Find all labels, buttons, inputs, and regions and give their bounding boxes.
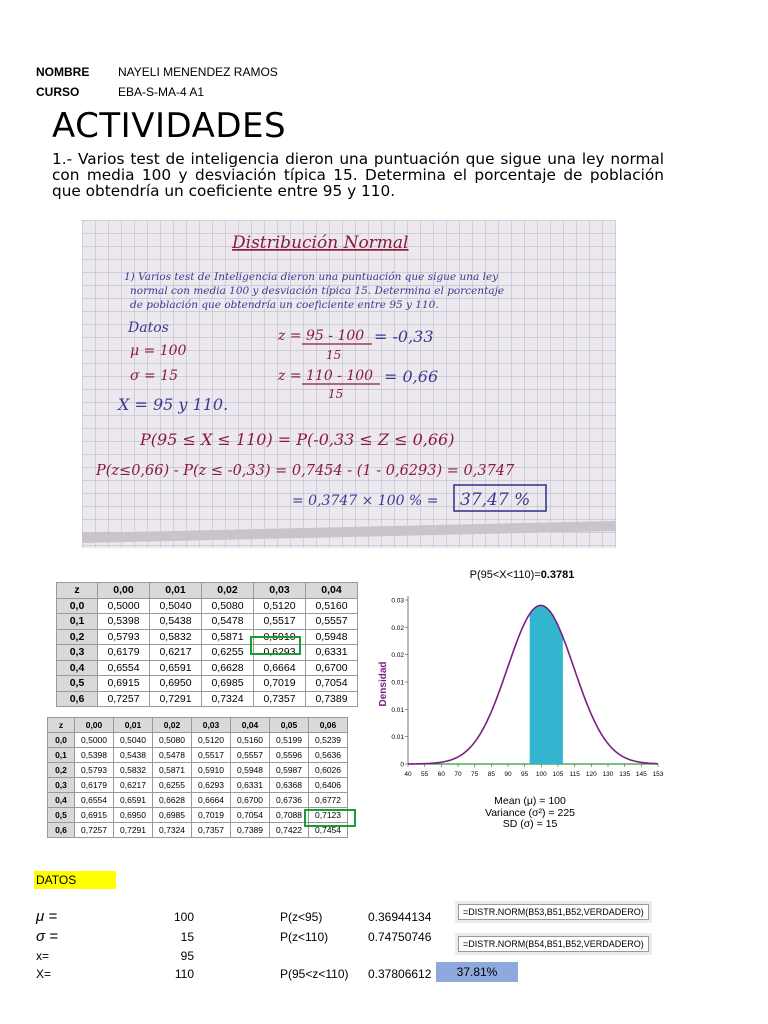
- notebook-answer: 37,47 %: [460, 490, 531, 510]
- notebook-datos: Datos: [128, 320, 169, 336]
- notebook-statement-3: de población que obtendría un coeficiente entre 95 y 110.: [130, 299, 439, 311]
- z-table-2-cell: 0,5160: [231, 733, 270, 748]
- z-table-2-cell: 0,5871: [153, 763, 192, 778]
- course-value: EBA-S-MA-4 A1: [118, 85, 205, 99]
- notebook-sigma: σ = 15: [130, 368, 179, 384]
- z-table-2-cell: 0,6950: [114, 808, 153, 823]
- z-table-1-header-cell: 0,00: [98, 583, 150, 599]
- z-table-1-cell: 0,5948: [306, 629, 358, 645]
- x-tick-label: 90: [504, 771, 512, 778]
- x-tick-label: 120: [585, 771, 597, 778]
- z-table-2-cell: 0,1: [48, 748, 75, 763]
- z-table-2-cell: 0,6736: [270, 793, 309, 808]
- z-table-2-cell: 0,6217: [114, 778, 153, 793]
- z-table-1-row: [57, 691, 358, 707]
- sigma-symbol: σ =: [36, 928, 58, 945]
- z-table-1-row: [57, 629, 358, 645]
- z-table-2-cell: 0,5040: [114, 733, 153, 748]
- x-value: 95: [180, 949, 194, 963]
- z-table-2-cell: 0,5517: [192, 748, 231, 763]
- z-table-2-cell: 0,7291: [114, 823, 153, 838]
- p-range-value: 0.37806612: [368, 967, 432, 981]
- z-table-2-cell: 0,5398: [75, 748, 114, 763]
- z-table-2-cell: 0,5948: [231, 763, 270, 778]
- z-table-1-cell: 0,5793: [98, 629, 150, 645]
- chart-title: P(95<X<110)=0.3781: [469, 569, 575, 581]
- z-table-1-cell: 0,5871: [202, 629, 254, 645]
- z-table-2-cell: 0,5120: [192, 733, 231, 748]
- notebook-photo: [82, 220, 616, 548]
- z-table-2-cell: 0,5000: [75, 733, 114, 748]
- sigma-value: 15: [180, 930, 194, 944]
- z-table-1-cell: 0,1: [57, 614, 98, 630]
- z-table-2-cell: 0,5636: [309, 748, 348, 763]
- z-table-2-cell: 0,0: [48, 733, 75, 748]
- z-table-1-header-cell: 0,03: [254, 583, 306, 599]
- z-table-2-cell: 0,5557: [231, 748, 270, 763]
- z-table-1-row: [57, 645, 358, 661]
- z-table-2-cell: 0,6293: [192, 778, 231, 793]
- z-table-2-row: [48, 808, 348, 823]
- z-table-1-cell: 0,7019: [254, 676, 306, 692]
- z-table-1-cell: 0,5: [57, 676, 98, 692]
- y-tick-label: 0.02: [391, 652, 404, 660]
- z-table-2-cell: 0,7389: [231, 823, 270, 838]
- X-label: X=: [36, 967, 52, 981]
- y-tick-label: 0.01: [391, 706, 404, 714]
- z-table-2-cell: 0,5910: [192, 763, 231, 778]
- z-table-2-cell: 0,6915: [75, 808, 114, 823]
- course-label: CURSO: [36, 85, 80, 99]
- notebook-z1-res: = -0,33: [374, 327, 434, 346]
- z-table-2-cell: 0,5: [48, 808, 75, 823]
- percent-cell[interactable]: 37.81%: [436, 962, 518, 982]
- z-table-1-cell: 0,6554: [98, 660, 150, 676]
- stat-sd: SD (σ) = 15: [502, 818, 558, 830]
- notebook-statement-1: 1) Varios test de Inteligencia dieron una puntuación que sigue una ley: [124, 271, 499, 283]
- name-value: NAYELI MENENDEZ RAMOS: [118, 65, 278, 79]
- z-table-2-cell: 0,2: [48, 763, 75, 778]
- z-table-2-cell: 0,6: [48, 823, 75, 838]
- z-table-2-cell: 0,7019: [192, 808, 231, 823]
- z-table-2-cell: 0,6985: [153, 808, 192, 823]
- x-tick-label: 105: [552, 771, 564, 778]
- z-table-1-cell: 0,5910: [254, 629, 306, 645]
- z-table-1-row: [57, 660, 358, 676]
- y-axis-label: Densidad: [378, 661, 389, 707]
- stat-mean: Mean (μ) = 100: [494, 795, 566, 807]
- z-table-1-cell: 0,6331: [306, 645, 358, 661]
- z-table-1-cell: 0,7324: [202, 691, 254, 707]
- z-table-1-cell: 0,0: [57, 598, 98, 614]
- stat-variance: Variance (σ²) = 225: [484, 806, 576, 819]
- z-table-1-cell: 0,6664: [254, 660, 306, 676]
- z-table-1-cell: 0,6950: [150, 676, 202, 692]
- z-table-1-cell: 0,5398: [98, 614, 150, 630]
- z-table-2-header-cell: 0,04: [231, 718, 270, 733]
- z-table-1-header-cell: 0,01: [150, 583, 202, 599]
- x-tick-label: 153: [652, 771, 664, 778]
- z-table-2-cell: 0,6628: [153, 793, 192, 808]
- z-table-2-header-cell: 0,01: [114, 718, 153, 733]
- notebook-z2-num: z = 110 - 100: [278, 368, 374, 384]
- z-table-1-header-cell: 0,04: [306, 583, 358, 599]
- mu-value: 100: [173, 910, 194, 924]
- z-table-2-cell: 0,7257: [75, 823, 114, 838]
- y-tick-label: 0.01: [391, 679, 404, 687]
- z-table-1-cell: 0,6293: [254, 645, 306, 661]
- z-table-2-cell: 0,5199: [270, 733, 309, 748]
- z-table-2-cell: 0,7088: [270, 808, 309, 823]
- z-table-2-row: [48, 793, 348, 808]
- z-table-1-cell: 0,5478: [202, 614, 254, 630]
- x-tick-label: 85: [487, 771, 495, 778]
- mu-symbol: μ =: [36, 908, 58, 925]
- z-table-1-cell: 0,6628: [202, 660, 254, 676]
- z-table-1-cell: 0,6700: [306, 660, 358, 676]
- z-table-1-cell: 0,6179: [98, 645, 150, 661]
- z-table-1-cell: 0,7257: [98, 691, 150, 707]
- z-table-2: [47, 717, 348, 838]
- notebook-z2-res: = 0,66: [384, 367, 439, 386]
- notebook-line-pct: = 0,3747 × 100 % =: [292, 493, 439, 509]
- z-table-2-row: [48, 823, 348, 838]
- z-table-1: [56, 582, 358, 707]
- z-table-1-cell: 0,6: [57, 691, 98, 707]
- x-tick-label: 70: [454, 771, 462, 778]
- p-z110-label: P(z<110): [280, 930, 329, 944]
- z-table-2-cell: 0,7422: [270, 823, 309, 838]
- X-value: 110: [174, 967, 194, 981]
- z-table-1-cell: 0,7357: [254, 691, 306, 707]
- formula-cell-1[interactable]: =DISTR.NORM(B53,B51,B52,VERDADERO): [458, 904, 649, 920]
- z-table-1-cell: 0,7291: [150, 691, 202, 707]
- z-table-2-cell: 0,6772: [309, 793, 348, 808]
- z-table-1-cell: 0,6915: [98, 676, 150, 692]
- z-table-2-cell: 0,6368: [270, 778, 309, 793]
- z-table-2-body: [48, 733, 348, 838]
- notebook-z1-num: z = 95 - 100: [278, 328, 365, 344]
- z-table-2-header: [48, 718, 348, 733]
- z-table-2-cell: 0,6255: [153, 778, 192, 793]
- x-tick-label: 55: [421, 771, 429, 778]
- name-label: NOMBRE: [36, 65, 90, 79]
- z-table-1-cell: 0,5040: [150, 598, 202, 614]
- page-title: ACTIVIDADES: [52, 106, 287, 146]
- z-table-2-cell: 0,5596: [270, 748, 309, 763]
- z-table-2-header-cell: z: [48, 718, 75, 733]
- z-table-1-cell: 0,5120: [254, 598, 306, 614]
- z-table-1-cell: 0,5517: [254, 614, 306, 630]
- notebook-z2-den: 15: [328, 387, 344, 401]
- z-table-1-cell: 0,5160: [306, 598, 358, 614]
- z-table-1-cell: 0,7389: [306, 691, 358, 707]
- z-table-1-header-cell: 0,02: [202, 583, 254, 599]
- chart-stats: [440, 796, 620, 831]
- p-z95-label: P(z<95): [280, 910, 323, 924]
- z-table-2-cell: 0,7054: [231, 808, 270, 823]
- z-table-2-cell: 0,7454: [309, 823, 348, 838]
- z-table-2-cell: 0,5793: [75, 763, 114, 778]
- y-tick-label: 0.02: [391, 624, 404, 632]
- z-table-1-cell: 0,5438: [150, 614, 202, 630]
- y-tick-label: 0.01: [391, 734, 404, 742]
- x-tick-label: 60: [437, 771, 445, 778]
- notebook-line-calc: P(z≤0,66) - P(z ≤ -0,33) = 0,7454 - (1 - 0,6293) = 0,3747: [96, 463, 515, 479]
- x-tick-label: 100: [535, 771, 547, 778]
- z-table-2-cell: 0,3: [48, 778, 75, 793]
- z-table-2-header-cell: 0,03: [192, 718, 231, 733]
- notebook-heading: Distribución Normal: [232, 233, 409, 253]
- z-table-1-cell: 0,5557: [306, 614, 358, 630]
- question-text: 1.- Varios test de inteligencia dieron una puntuación que sigue una ley normal con media 100 y desviación típica 15. Determina el porcentaje de población que obtendría un coeficiente entre 95 y 110.: [52, 150, 664, 200]
- z-table-2-cell: 0,5080: [153, 733, 192, 748]
- z-table-1-cell: 0,5080: [202, 598, 254, 614]
- shaded-area: [530, 605, 563, 764]
- z-table-2-cell: 0,7123: [309, 808, 348, 823]
- z-table-2-row: [48, 748, 348, 763]
- z-table-2-header-cell: 0,02: [153, 718, 192, 733]
- x-tick-label: 135: [619, 771, 631, 778]
- y-tick-label: 0.03: [391, 597, 404, 605]
- z-table-1-cell: 0,3: [57, 645, 98, 661]
- z-table-1-cell: 0,6591: [150, 660, 202, 676]
- z-table-1-header: [57, 583, 358, 599]
- x-tick-label: 130: [602, 771, 614, 778]
- datos-label: DATOS: [34, 871, 116, 889]
- z-table-2-cell: 0,5478: [153, 748, 192, 763]
- x-tick-label: 40: [404, 771, 412, 778]
- x-tick-label: 95: [521, 771, 529, 778]
- x-tick-label: 145: [635, 771, 647, 778]
- notebook-mu: μ = 100: [130, 343, 187, 359]
- p-z95-value: 0.36944134: [368, 910, 432, 924]
- highlight-0-6293: [250, 636, 301, 655]
- z-table-1-cell: 0,6985: [202, 676, 254, 692]
- z-table-1-row: [57, 614, 358, 630]
- z-table-1-cell: 0,6217: [150, 645, 202, 661]
- z-table-2-row: [48, 778, 348, 793]
- notebook-line-prob: P(95 ≤ X ≤ 110) = P(-0,33 ≤ Z ≤ 0,66): [140, 430, 455, 449]
- z-table-2-cell: 0,7357: [192, 823, 231, 838]
- z-table-2-cell: 0,5832: [114, 763, 153, 778]
- z-table-2-cell: 0,7324: [153, 823, 192, 838]
- z-table-2-cell: 0,6179: [75, 778, 114, 793]
- z-table-2-row: [48, 733, 348, 748]
- z-table-2-cell: 0,6664: [192, 793, 231, 808]
- z-table-2-cell: 0,6026: [309, 763, 348, 778]
- z-table-2-cell: 0,6591: [114, 793, 153, 808]
- z-table-1-header-cell: z: [57, 583, 98, 599]
- z-table-1-body: [57, 598, 358, 707]
- x-label: x=: [36, 949, 50, 963]
- x-tick-label: 75: [471, 771, 479, 778]
- z-table-2-cell: 0,6406: [309, 778, 348, 793]
- z-table-1-row: [57, 598, 358, 614]
- notebook-x: X = 95 y 110.: [118, 395, 229, 414]
- z-table-2-cell: 0,5438: [114, 748, 153, 763]
- p-z110-value: 0.74750746: [368, 930, 432, 944]
- z-table-2-cell: 0,5987: [270, 763, 309, 778]
- z-table-2-cell: 0,5239: [309, 733, 348, 748]
- notebook-z1-den: 15: [326, 348, 342, 362]
- formula-cell-2[interactable]: =DISTR.NORM(B54,B51,B52,VERDADERO): [458, 936, 649, 952]
- z-table-2-header-cell: 0,05: [270, 718, 309, 733]
- x-tick-label: 115: [569, 771, 580, 778]
- z-table-1-cell: 0,2: [57, 629, 98, 645]
- z-table-2-header-cell: 0,00: [75, 718, 114, 733]
- z-table-2-cell: 0,6700: [231, 793, 270, 808]
- z-table-2-cell: 0,4: [48, 793, 75, 808]
- z-table-2-row: [48, 763, 348, 778]
- z-table-2-header-cell: 0,06: [309, 718, 348, 733]
- z-table-1-cell: 0,4: [57, 660, 98, 676]
- y-tick-label: 0: [400, 761, 404, 769]
- z-table-1-row: [57, 676, 358, 692]
- z-table-2-cell: 0,6554: [75, 793, 114, 808]
- z-table-1-cell: 0,5000: [98, 598, 150, 614]
- normal-distribution-chart: [372, 564, 672, 780]
- highlight-0-7454: [304, 809, 356, 827]
- z-table-1-cell: 0,7054: [306, 676, 358, 692]
- p-range-label: P(95<z<110): [280, 967, 349, 981]
- notebook-statement-2: normal con media 100 y desviación típica 15. Determina el porcentaje: [130, 285, 505, 297]
- z-table-1-cell: 0,5832: [150, 629, 202, 645]
- z-table-1-cell: 0,6255: [202, 645, 254, 661]
- z-table-2-cell: 0,6331: [231, 778, 270, 793]
